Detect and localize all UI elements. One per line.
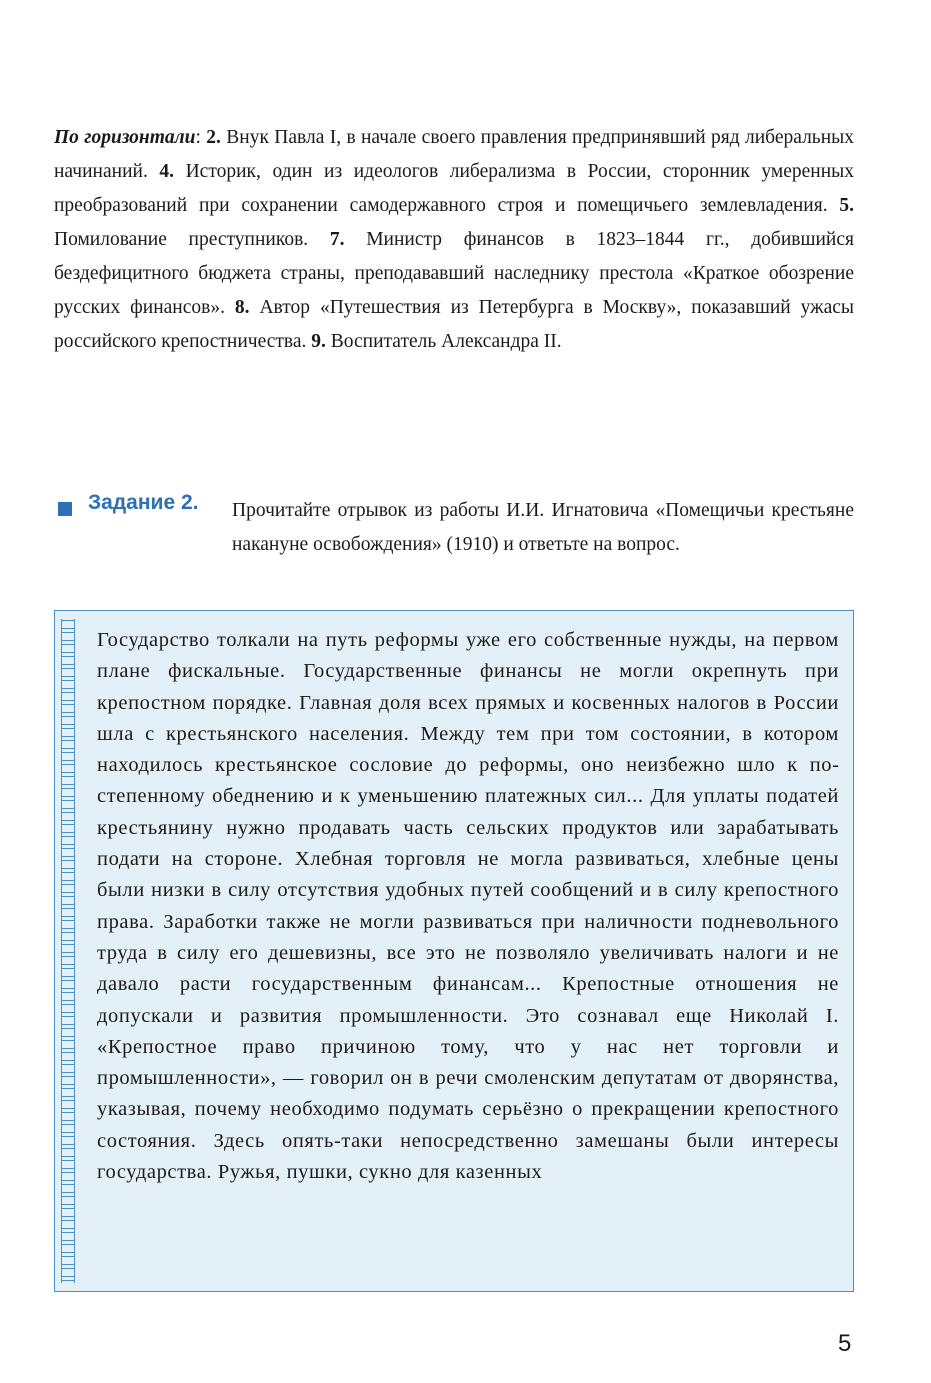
task-label: Задание 2.	[88, 491, 199, 514]
clue-number: 5.	[839, 195, 854, 216]
page-number: 5	[838, 1330, 852, 1357]
clue-text: Министр финансов в 1823–1844 гг., добившийся бездефицитного бюджета страны, преподававший наследнику престола «Краткое обозрение русских финансов».	[54, 229, 854, 318]
clue-number: 2.	[206, 127, 221, 148]
clue-text: Автор «Путешествия из Петербурга в Москву», показавший ужасы российского крепостничества.	[54, 297, 855, 352]
task-instruction: Прочитайте отрывок из работы И.И. Игнатовича «Помещичьи крестьяне накануне освобождения» (1910) и ответьте на вопрос.	[232, 500, 854, 555]
excerpt-box	[54, 610, 854, 1292]
clue-text: Воспитатель Александра II.	[325, 331, 562, 352]
excerpt-text: Государство толкали на путь реформы уже его собственные нужды, на первом плане фискальные. Государственные финансы не могли окрепнуть при крепостном порядке. Главная доля всех прямых и косвенных налогов в России шла с крестьянского населения. Между тем при том состоянии, в котором находилось крестьянское сословие до реформы, оно неизбежно шло к постепенному обеднению и к уменьшению платежных сил... Для уплаты податей крестьянину нужно продавать часть сельских продуктов или зарабатывать подати на стороне. Хлебная торговля не могла развиваться, хлебные цены были низки в силу отсутствия удобных путей сообщений и в силу крепостного права. Заработки также не могли развиваться при наличности подневольного труда в силу его дешевизны, все это не позволяло увеличивать налоги и не давало расти государственным финансам... Крепостные отношения не допускали и развития промышленности. Это сознавал еще Николай I. «Крепостное право причиною тому, что у нас нет торговли и промышленности», — говорил он в речи смоленским депутатам от дворянства, указывая, почему необходимо подумать серьёзно о прекращении крепостного состояния. Здесь опять-таки непосредственно замешаны были интересы государства. Ружья, пушки, сукно для казенных	[97, 629, 839, 1184]
clue-text: Внук Павла I, в начале своего правления предпринявший ряд либеральных начинаний.	[54, 127, 854, 182]
clue-number: 9.	[311, 331, 326, 352]
clue-number: 4.	[159, 161, 175, 182]
clues-heading: По горизонтали	[54, 127, 196, 148]
crossword-clues	[54, 121, 854, 359]
clue-text: Помилование преступников.	[54, 229, 330, 250]
clue-text: Историк, один из идеологов либерализма в России, сторонник умеренных преобразований при сохранении самодержавного строя и помещичьего землевладения.	[54, 161, 854, 216]
clues-colon: :	[195, 127, 207, 148]
blue-square-icon	[58, 502, 72, 516]
decorative-stripe	[61, 619, 75, 1283]
clue-number: 8.	[234, 297, 250, 318]
clue-number: 7.	[329, 229, 345, 250]
